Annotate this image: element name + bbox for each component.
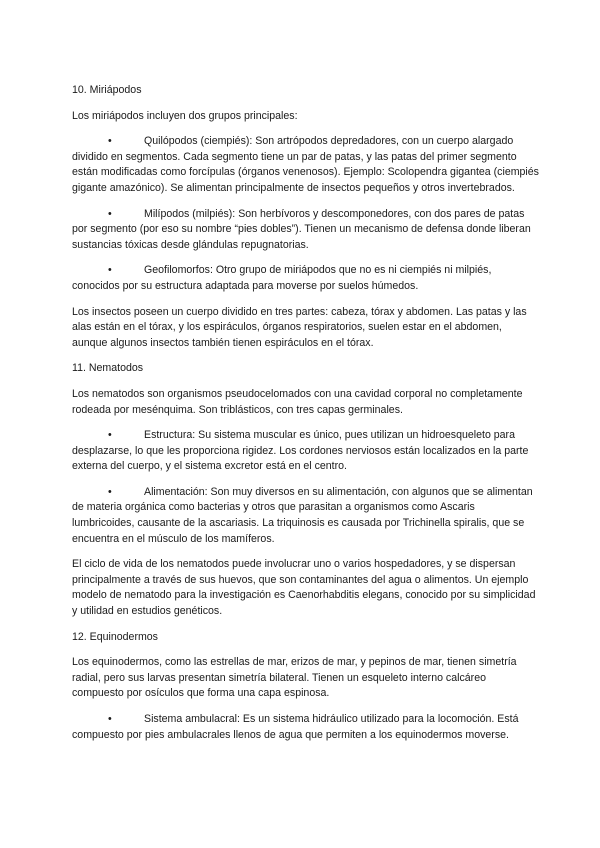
- section-intro-miriapodos: Los miriápodos incluyen dos grupos principales:: [72, 109, 298, 122]
- bullet-icon: •: [108, 135, 112, 148]
- section-heading-equinodermos: 12. Equinodermos: [72, 630, 158, 643]
- bullet-item-milipodos: [72, 207, 540, 254]
- bullet-icon: •: [108, 713, 112, 725]
- bullet-icon: •: [108, 264, 112, 277]
- bullet-item-alimentacion: [72, 485, 540, 547]
- bullet-item-geofilomorfos: [72, 263, 540, 294]
- bullet-item-sistema-ambulacral: [72, 712, 540, 743]
- bullet-item-quilopodos: [72, 134, 540, 196]
- section-heading-miriapodos: 10. Miriápodos: [72, 84, 142, 96]
- bullet-text: Estructura: Su sistema muscular es único, pues utilizan un hidroesqueleto para desplazarse, lo que les proporciona rigidez. Los cordones nerviosos están localizados en la parte externa del cuerpo, y el sistema excretor está en el centro.: [72, 429, 529, 473]
- section-intro-equinodermos: Los equinodermos, como las estrellas de mar, erizos de mar, y pepinos de mar, tienen simetría radial, pero sus larvas presentan simetría bilateral. Tienen un esqueleto interno calcáreo compuesto por osículos que forma una capa espinosa.: [72, 656, 517, 700]
- document-page: [72, 83, 540, 753]
- section-heading-nematodos: 11. Nematodos: [72, 362, 144, 375]
- bullet-icon: •: [108, 429, 112, 442]
- bullet-text: Sistema ambulacral: Es un sistema hidráulico utilizado para la locomoción. Está compuesto por pies ambulacrales llenos de agua que permiten a los equinodermos moverse.: [72, 713, 519, 741]
- paragraph-ciclo-de-vida: El ciclo de vida de los nematodos puede involucrar uno o varios hospedadores, y se dispersan principalmente a través de sus huevos, que son contaminantes del agua o alimentos. Un ejemplo modelo de nematodo para la investigación es Caenorhabditis elegans, conocido por su simplicidad y utilidad en estudios genéticos.: [72, 558, 536, 618]
- bullet-icon: •: [108, 485, 112, 498]
- paragraph-insectos: Los insectos poseen un cuerpo dividido en tres partes: cabeza, tórax y abdomen. Las patas y las alas están en el tórax, y los espiráculos, órganos respiratorios, suelen estar en el abdomen, aunque algunos insectos también tienen espiráculos en el tórax.: [72, 305, 527, 349]
- bullet-item-estructura: [72, 428, 540, 475]
- bullet-text: Geofilomorfos: Otro grupo de miriápodos que no es ni ciempiés ni milpiés, conocidos por su estructura adaptada para moverse por suelos húmedos.: [72, 264, 492, 292]
- bullet-text: Milípodos (milpiés): Son herbívoros y descomponedores, con dos pares de patas por segmento (por eso su nombre “pies dobles”). Tienen un mecanismo de defensa donde liberan sustancias tóxicas desde glándulas repugnatorias.: [72, 207, 531, 251]
- section-intro-nematodos: Los nematodos son organismos pseudocelomados con una cavidad corporal no completamente rodeada por mesénquima. Son triblásticos, con tres capas germinales.: [72, 387, 523, 416]
- bullet-text: Quilópodos (ciempiés): Son artrópodos depredadores, con un cuerpo alargado dividido en segmentos. Cada segmento tiene un par de patas, y las patas del primer segmento están modificadas como forcípulas (órganos venenosos). Ejemplo: Scolopendra gigantea (ciempiés gigante amazónico). Se alimentan principalmente de insectos pequeños y otros invertebrados.: [72, 135, 539, 194]
- bullet-icon: •: [108, 207, 112, 220]
- bullet-text: Alimentación: Son muy diversos en su alimentación, con algunos que se alimentan de materia orgánica como bacterias y otros que parasitan a organismos como Ascaris lumbricoides, causante de la ascariasis. La triquinosis es causada por Trichinella spiralis, que se encuentra en el músculo de los mamíferos.: [72, 485, 533, 545]
